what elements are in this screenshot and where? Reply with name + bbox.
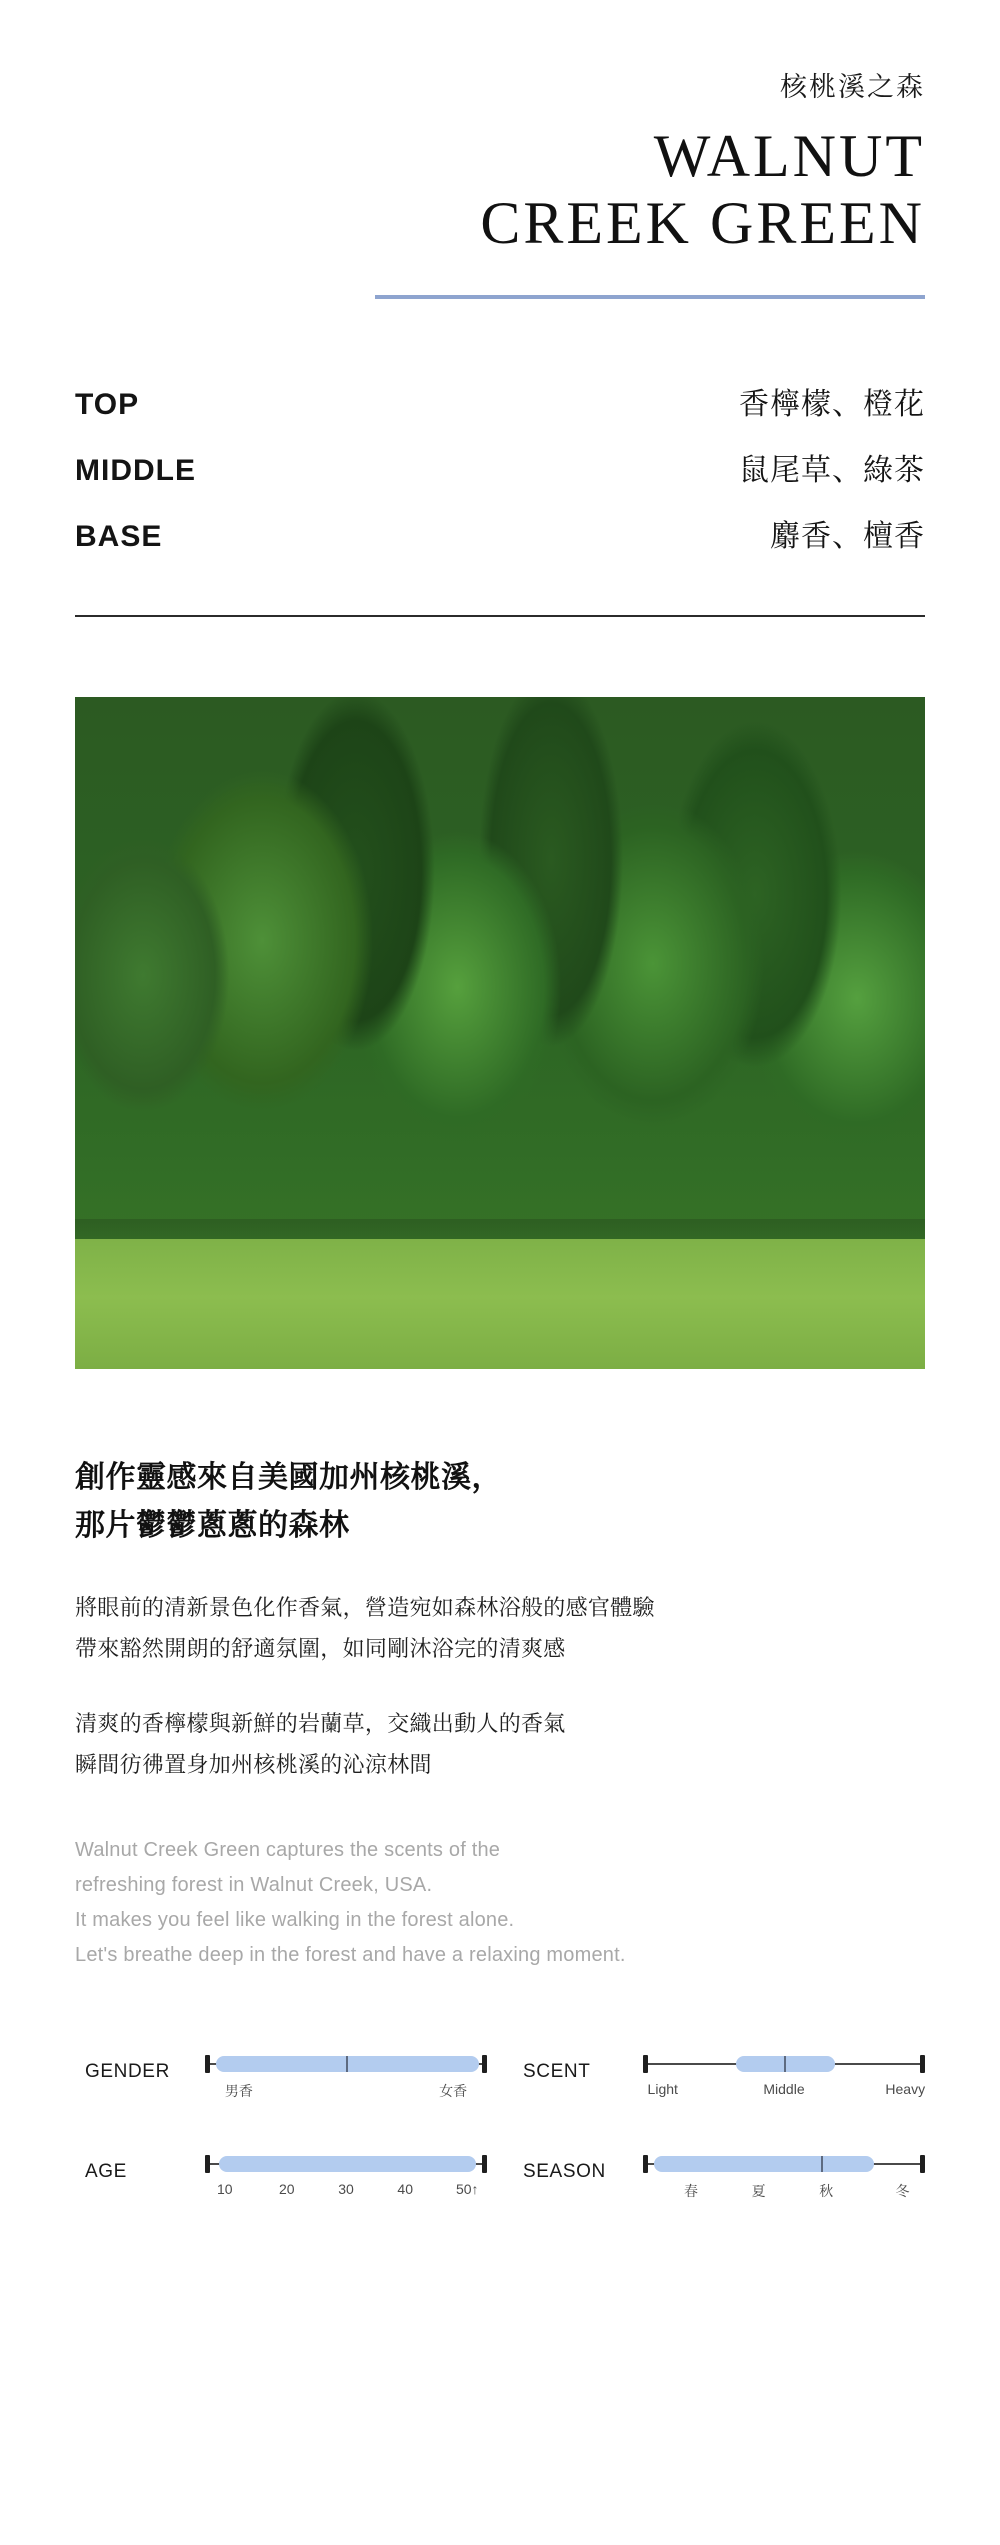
meter-cap-right-scent <box>920 2055 925 2073</box>
paragraph-2-line-2: 瞬間彷彿置身加州核桃溪的沁涼林間 <box>75 1751 432 1777</box>
forest-photo-container <box>75 697 925 1369</box>
meter-tick-gender-0: 男香 <box>224 2083 253 2100</box>
description-paragraph-2 <box>75 1704 925 1785</box>
english-line-1: Walnut Creek Green captures the scents of the <box>75 1839 501 1862</box>
paragraph-2-line-1: 清爽的香檸檬與新鮮的岩蘭草，交織出動人的香氣 <box>75 1710 566 1736</box>
meter-label-season: SEASON <box>523 2161 606 2183</box>
meter-track-gender[interactable] <box>205 2053 487 2075</box>
page-header <box>75 0 925 299</box>
header-divider <box>375 295 925 299</box>
meter-tick-season-2: 秋 <box>819 2183 834 2200</box>
meter-cap-right-age <box>482 2155 487 2173</box>
note-label-middle: MIDDLE <box>75 454 196 488</box>
meter-body-season <box>643 2153 925 2203</box>
meter-tick-scent-2: Heavy <box>885 2081 926 2098</box>
meter-age <box>85 2153 487 2203</box>
note-value-middle: 鼠尾草、綠茶 <box>739 454 925 488</box>
meter-track-age[interactable] <box>205 2153 487 2175</box>
note-row-top <box>75 379 925 423</box>
meter-tick-scent-0: Light <box>647 2081 678 2098</box>
meter-marker-gender <box>346 2056 348 2072</box>
meter-ticks-gender <box>205 2081 487 2103</box>
meter-cap-left-gender <box>205 2055 210 2073</box>
meter-tick-scent-1: Middle <box>763 2081 805 2098</box>
meter-tick-age-4: 50↑ <box>455 2181 479 2198</box>
meter-track-scent[interactable] <box>643 2053 925 2075</box>
meter-cap-right-gender <box>482 2055 487 2073</box>
meter-ticks-season <box>643 2181 925 2203</box>
meter-body-age <box>205 2153 487 2203</box>
meter-tick-age-2: 30 <box>338 2181 354 2198</box>
meter-track-season[interactable] <box>643 2153 925 2175</box>
meter-fill-age <box>219 2156 476 2172</box>
description-paragraph-1 <box>75 1588 925 1669</box>
meter-marker-scent <box>784 2056 786 2072</box>
page-title <box>75 123 925 257</box>
paragraph-1-line-2: 帶來豁然開朗的舒適氛圍，如同剛沐浴完的清爽感 <box>75 1636 566 1662</box>
meter-scent <box>523 2053 925 2103</box>
title-line-1: WALNUT <box>653 123 925 190</box>
meter-tick-season-0: 春 <box>683 2183 698 2200</box>
attribute-meters <box>75 2053 925 2323</box>
forest-photo <box>75 697 925 1369</box>
meter-ticks-age <box>205 2181 487 2203</box>
description-english <box>75 1833 925 1973</box>
description-heading-line-1: 創作靈感來自美國加州核桃溪， <box>75 1461 502 1495</box>
english-line-2: refreshing forest in Walnut Creek, USA. <box>75 1874 433 1897</box>
meter-marker-season <box>821 2156 823 2172</box>
notes-divider <box>75 615 925 617</box>
meter-label-age: AGE <box>85 2161 127 2183</box>
english-line-4: Let's breathe deep in the forest and have a relaxing moment. <box>75 1944 626 1967</box>
note-row-middle <box>75 445 925 489</box>
meter-tick-age-0: 10 <box>216 2181 233 2198</box>
meter-season <box>523 2153 925 2203</box>
note-label-top: TOP <box>75 388 140 422</box>
meter-tick-season-3: 冬 <box>895 2183 910 2200</box>
header-subtitle: 核桃溪之森 <box>780 72 925 102</box>
meter-tick-season-1: 夏 <box>751 2183 766 2200</box>
meter-label-gender: GENDER <box>85 2061 170 2083</box>
title-line-2: CREEK GREEN <box>480 190 925 257</box>
fragrance-notes <box>75 379 925 617</box>
description-heading <box>75 1454 925 1550</box>
meter-tick-age-1: 20 <box>278 2181 295 2198</box>
meter-fill-season <box>654 2156 874 2172</box>
description-section <box>75 1454 925 1973</box>
meter-label-scent: SCENT <box>523 2061 591 2083</box>
note-value-base: 麝香、檀香 <box>770 520 925 554</box>
note-value-top: 香檸檬、橙花 <box>739 388 925 422</box>
meter-ticks-scent <box>643 2081 925 2103</box>
english-line-3: It makes you feel like walking in the forest alone. <box>75 1909 515 1932</box>
note-label-base: BASE <box>75 520 163 554</box>
meter-gender <box>85 2053 487 2103</box>
meter-cap-left-age <box>205 2155 210 2173</box>
meter-body-scent <box>643 2053 925 2103</box>
meter-tick-gender-1: 女香 <box>439 2083 468 2100</box>
paragraph-1-line-1: 將眼前的清新景色化作香氣，營造宛如森林浴般的感官體驗 <box>75 1595 655 1621</box>
meter-cap-right-season <box>920 2155 925 2173</box>
note-row-base <box>75 511 925 555</box>
description-heading-line-2: 那片鬱鬱蔥蔥的森林 <box>75 1509 350 1543</box>
meter-cap-left-scent <box>643 2055 648 2073</box>
meter-tick-age-3: 40 <box>397 2181 414 2198</box>
meter-cap-left-season <box>643 2155 648 2173</box>
meter-body-gender <box>205 2053 487 2103</box>
photo-grass <box>75 1239 925 1369</box>
